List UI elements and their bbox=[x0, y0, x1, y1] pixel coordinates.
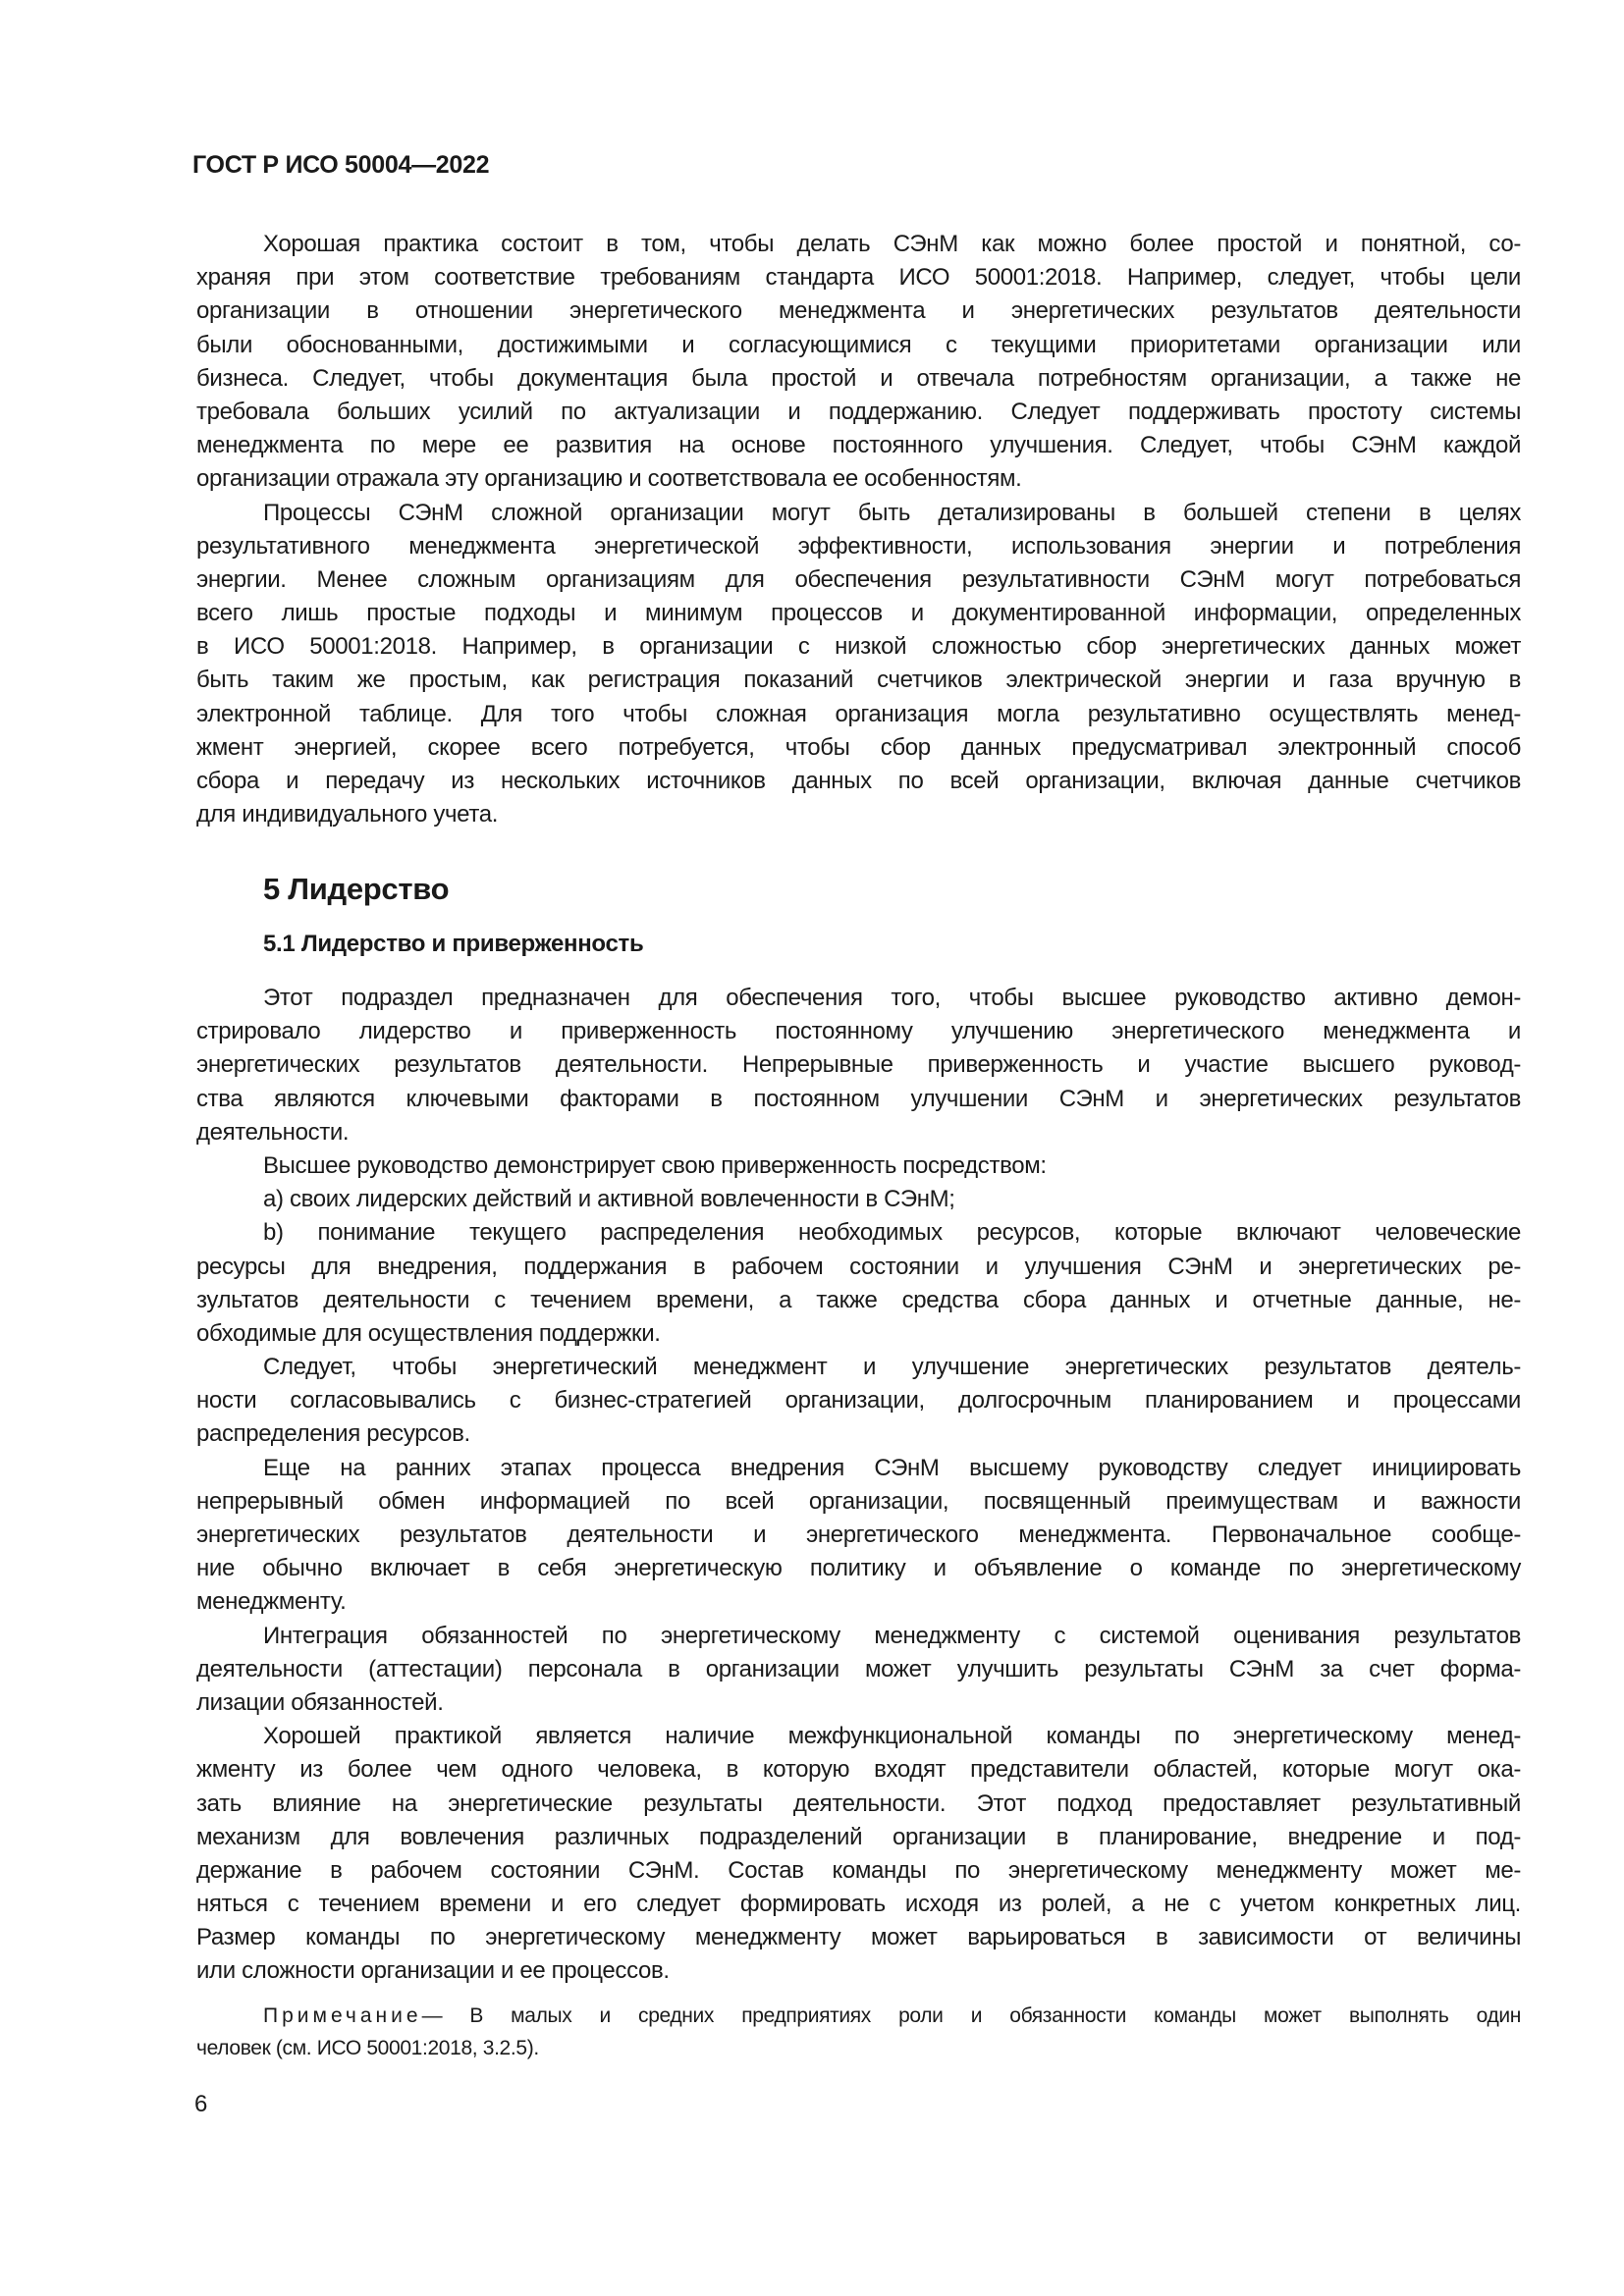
text-line: результативного менеджмента энергетической эффективности, использования энергии и потребления bbox=[196, 532, 1521, 560]
text-line: Процессы СЭнМ сложной организации могут быть детализированы в большей степени в целях bbox=[263, 499, 1521, 526]
text-line: всего лишь простые подходы и минимум процессов и документированной информации, определенных bbox=[196, 600, 1521, 627]
text-line: бизнеса. Следует, чтобы документация была простой и отвечала потребностям организации, а также не bbox=[196, 364, 1521, 392]
note-text: — В малых и средних предприятиях роли и обязанности команды может выполнять один bbox=[421, 2004, 1521, 2027]
text-line: храняя при этом соответствие требованиям стандарта ИСО 50001:2018. Например, следует, чтобы цели bbox=[196, 264, 1521, 292]
text-line: а) своих лидерских действий и активной вовлеченности в СЭнМ; bbox=[263, 1186, 955, 1213]
paragraph bbox=[196, 1183, 1521, 1216]
text-line: деятельности (аттестации) персонала в организации может улучшить результаты СЭнМ за счет форма- bbox=[196, 1655, 1521, 1682]
text-line: организации в отношении энергетического менеджмента и энергетических результатов деятельности bbox=[196, 297, 1521, 325]
text-line: Следует, чтобы энергетический менеджмент и улучшение энергетических результатов деятель- bbox=[263, 1354, 1521, 1381]
text-line: ства являются ключевыми факторами в постоянном улучшении СЭнМ и энергетических результатов bbox=[196, 1085, 1521, 1112]
text-line: энергетических результатов деятельности и энергетического менеджмента. Первоначальное сообще- bbox=[196, 1522, 1521, 1548]
text-line: держание в рабочем состоянии СЭнМ. Состав команды по энергетическому менеджменту может ме- bbox=[196, 1856, 1521, 1884]
paragraph bbox=[196, 1149, 1521, 1183]
paragraph bbox=[196, 228, 1521, 497]
text-line: или сложности организации и ее процессов. bbox=[196, 1957, 670, 1985]
intro-text bbox=[196, 228, 1521, 831]
text-line: ресурсы для внедрения, поддержания в рабочем состоянии и улучшения СЭнМ и энергетических ре- bbox=[196, 1253, 1521, 1280]
text-line: жмент энергией, скорее всего потребуется, чтобы сбор данных предусматривал электронный способ bbox=[196, 733, 1521, 761]
paragraph bbox=[196, 1216, 1521, 1351]
text-line: Хорошая практика состоит в том, чтобы делать СЭнМ как можно более простой и понятной, со- bbox=[263, 231, 1521, 257]
text-line: Хорошей практикой является наличие межфункциональной команды по энергетическому менед- bbox=[263, 1723, 1521, 1750]
section-title: 5 Лидерство bbox=[263, 872, 450, 906]
text-line: Высшее руководство демонстрирует свою приверженность посредством: bbox=[263, 1151, 1047, 1179]
text-line: менеджмента по мере ее развития на основе постоянного улучшения. Следует, чтобы СЭнМ каждой bbox=[196, 432, 1521, 459]
text-line: лизации обязанностей. bbox=[196, 1688, 444, 1716]
text-line: энергии. Менее сложным организациям для обеспечения результативности СЭнМ могут потребоваться bbox=[196, 565, 1521, 593]
paragraph bbox=[196, 1452, 1521, 1620]
text-line: жменту из более чем одного человека, в которую входят представители областей, которые могут ока- bbox=[196, 1756, 1521, 1784]
note-line-1 bbox=[196, 2000, 1521, 2032]
text-line: ние обычно включает в себя энергетическую политику и объявление о команде по энергетическому bbox=[196, 1555, 1521, 1582]
text-line: зультатов деятельности с течением времени, а также средства сбора данных и отчетные данные, не- bbox=[196, 1286, 1521, 1313]
text-line: стрировало лидерство и приверженность постоянному улучшению энергетического менеджмента и bbox=[196, 1018, 1521, 1045]
section-text bbox=[196, 982, 1521, 1989]
text-line: были обоснованными, достижимыми и согласующимися с текущими приоритетами организации или bbox=[196, 331, 1521, 358]
subsection-title: 5.1 Лидерство и приверженность bbox=[263, 931, 644, 957]
text-line: для индивидуального учета. bbox=[196, 801, 499, 828]
paragraph bbox=[196, 982, 1521, 1149]
text-line: электронной таблице. Для того чтобы сложная организация могла результативно осуществлять менед- bbox=[196, 700, 1521, 727]
text-line: в ИСО 50001:2018. Например, в организации с низкой сложностью сбор энергетических данных может bbox=[196, 633, 1521, 661]
document-header: ГОСТ Р ИСО 50004—2022 bbox=[192, 151, 490, 179]
text-line: распределения ресурсов. bbox=[196, 1420, 470, 1448]
text-line: Размер команды по энергетическому менеджменту может варьироваться в зависимости от величины bbox=[196, 1924, 1521, 1951]
text-line: ности согласовывались с бизнес-стратегией организации, долгосрочным планированием и процессами bbox=[196, 1387, 1521, 1415]
text-line: няться с течением времени и его следует формировать исходя из ролей, а не с учетом конкретных лиц. bbox=[196, 1891, 1521, 1918]
text-line: Интеграция обязанностей по энергетическому менеджменту с системой оценивания результатов bbox=[263, 1622, 1521, 1649]
text-line: Еще на ранних этапах процесса внедрения СЭнМ высшему руководству следует инициировать bbox=[263, 1454, 1521, 1481]
paragraph bbox=[196, 497, 1521, 832]
text-line: энергетических результатов деятельности. Непрерывные приверженность и участие высшего руковод- bbox=[196, 1051, 1521, 1079]
text-line: обходимые для осуществления поддержки. bbox=[196, 1319, 661, 1347]
paragraph bbox=[196, 1620, 1521, 1721]
text-line: менеджменту. bbox=[196, 1588, 347, 1616]
text-line: сбора и передачу из нескольких источников данных по всей организации, включая данные счетчиков bbox=[196, 768, 1521, 794]
note-label: Примечание bbox=[263, 2004, 422, 2027]
text-line: b) понимание текущего распределения необходимых ресурсов, которые включают человеческие bbox=[263, 1219, 1521, 1247]
paragraph bbox=[196, 1351, 1521, 1452]
page-number: 6 bbox=[194, 2091, 208, 2117]
text-line: Этот подраздел предназначен для обеспечения того, чтобы высшее руководство активно демон- bbox=[263, 985, 1521, 1011]
text-line: зать влияние на энергетические результаты деятельности. Этот подход предоставляет результативный bbox=[196, 1789, 1521, 1817]
text-line: быть таким же простым, как регистрация показаний счетчиков электрической энергии и газа вручную в bbox=[196, 667, 1521, 694]
text-line: деятельности. bbox=[196, 1118, 350, 1146]
note bbox=[196, 2000, 1521, 2064]
text-line: требовала больших усилий по актуализации и поддержанию. Следует поддерживать простоту системы bbox=[196, 398, 1521, 425]
note-line-2: человек (см. ИСО 50001:2018, 3.2.5). bbox=[196, 2037, 539, 2059]
text-line: механизм для вовлечения различных подразделений организации в планирование, внедрение и под- bbox=[196, 1823, 1521, 1850]
text-line: непрерывный обмен информацией по всей организации, посвященный преимуществам и важности bbox=[196, 1487, 1521, 1515]
text-line: организации отражала эту организацию и соответствовала ее особенностям. bbox=[196, 465, 1022, 493]
paragraph bbox=[196, 1720, 1521, 1989]
